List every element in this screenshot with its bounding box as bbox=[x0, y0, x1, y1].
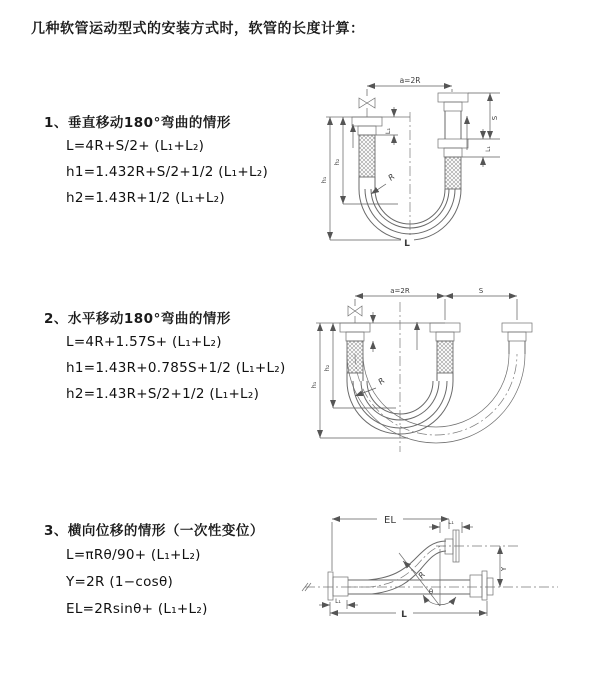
label-s: S bbox=[478, 287, 484, 295]
right-riser-fitting bbox=[502, 323, 532, 354]
page-title: 几种软管运动型式的安装方式时，软管的长度计算： bbox=[31, 21, 365, 37]
diagram-lateral-displacement bbox=[298, 498, 584, 628]
valve-icon bbox=[348, 306, 362, 323]
label-r: R bbox=[416, 570, 428, 581]
formula-s2-h1: h1=1.43R+0.785S+1/2 (L₁+L₂) bbox=[66, 360, 286, 376]
label-theta: θ bbox=[428, 588, 434, 596]
valve-icon bbox=[359, 98, 375, 117]
label-l1-left: L₁ bbox=[335, 598, 341, 605]
diagram-horizontal-180-bend bbox=[308, 286, 584, 458]
formula-s3-el: EL=2Rsinθ+ (L₁+L₂) bbox=[66, 601, 208, 617]
dimension-lines bbox=[330, 86, 500, 240]
formula-s2-h2: h2=1.43R+S/2+1/2 (L₁+L₂) bbox=[66, 386, 260, 402]
section-3-heading: 3、横向位移的情形（一次性变位） bbox=[44, 523, 264, 539]
label-l1-left: L₁ bbox=[384, 127, 392, 135]
right-riser-fitting bbox=[438, 93, 468, 189]
label-l1-right: L₁ bbox=[485, 146, 492, 152]
middle-riser-fitting bbox=[430, 323, 460, 381]
u-bend-hose bbox=[359, 189, 461, 240]
radius-leader bbox=[371, 184, 386, 194]
section-2-heading: 2、水平移动180°弯曲的情形 bbox=[44, 311, 231, 327]
section-1-heading: 1、垂直移动180°弯曲的情形 bbox=[44, 115, 231, 131]
label-y: Y bbox=[500, 566, 508, 572]
label-r: R bbox=[376, 376, 387, 387]
hose-displaced-position bbox=[348, 541, 446, 594]
formula-s1-h2: h2=1.43R+1/2 (L₁+L₂) bbox=[66, 190, 225, 206]
label-h1: h₁ bbox=[320, 176, 328, 184]
left-flange-fitting bbox=[328, 572, 348, 600]
diagram-vertical-180-bend bbox=[310, 66, 572, 258]
label-h1: h₁ bbox=[310, 381, 318, 389]
label-a2r: a=2R bbox=[390, 287, 410, 295]
label-a2r: a=2R bbox=[399, 76, 421, 85]
radius-leader bbox=[355, 388, 376, 396]
left-riser-fitting bbox=[352, 117, 382, 189]
dimension-lines bbox=[319, 519, 500, 616]
formula-s3-l: L=πRθ/90+ (L₁+L₂) bbox=[66, 547, 201, 563]
radius-leader bbox=[403, 561, 416, 573]
formula-s2-l: L=4R+1.57S+ (L₁+L₂) bbox=[66, 334, 222, 350]
centerlines bbox=[326, 112, 410, 248]
label-h2: h₂ bbox=[333, 158, 341, 166]
angle-construction bbox=[399, 549, 456, 606]
label-h2: h₂ bbox=[323, 364, 331, 372]
label-el: EL bbox=[384, 515, 396, 526]
formula-s1-h1: h1=1.432R+S/2+1/2 (L₁+L₂) bbox=[66, 164, 269, 180]
u-bend-hose-position2 bbox=[347, 354, 525, 443]
centerlines bbox=[302, 546, 558, 591]
formula-s3-y: Y=2R (1−cosθ) bbox=[66, 574, 174, 590]
formula-s1-l: L=4R+S/2+ (L₁+L₂) bbox=[66, 138, 205, 154]
label-s: S bbox=[491, 115, 499, 121]
right-flange-fitting bbox=[470, 571, 493, 600]
label-l: L bbox=[404, 239, 410, 249]
label-r: R bbox=[386, 172, 397, 183]
label-l1-top: L₁ bbox=[448, 519, 454, 526]
label-l: L bbox=[401, 610, 407, 620]
